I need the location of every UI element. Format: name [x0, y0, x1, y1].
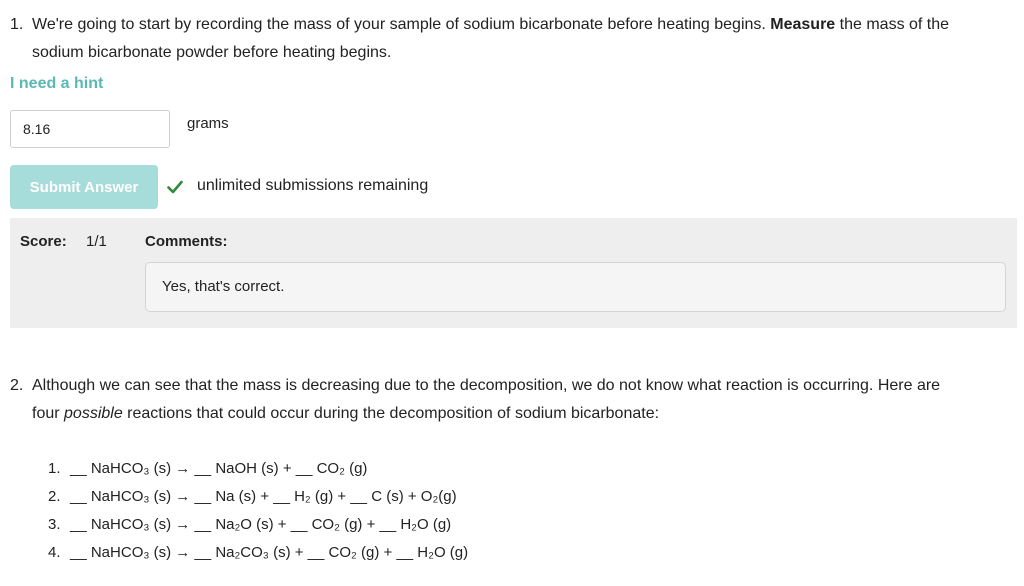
submissions-remaining: unlimited submissions remaining [197, 177, 429, 194]
score-label: Score: [20, 233, 67, 250]
reaction-equation: __ NaHCO₃ (s) → __ NaOH (s) + __ CO₂ (g) [70, 460, 368, 477]
reaction-equation: __ NaHCO₃ (s) → __ Na₂CO₃ (s) + __ CO₂ (g) + __ H₂O (g) [70, 544, 469, 561]
submit-answer-button[interactable]: Submit Answer [10, 165, 158, 209]
question-2-line-1: Although we can see that the mass is decreasing due to the decomposition, we do not know what reaction is occurring. Here are [32, 377, 941, 394]
reaction-number: 3. [48, 516, 61, 533]
reaction-row [48, 455, 468, 483]
reaction-equation: __ NaHCO₃ (s) → __ Na (s) + __ H₂ (g) + __ C (s) + O₂(g) [70, 488, 457, 505]
reaction-row [48, 511, 468, 539]
question-2-number: 2. [10, 377, 24, 394]
feedback-panel [10, 218, 1017, 328]
units-label: grams [187, 115, 229, 132]
question-2-text [10, 372, 1010, 428]
reaction-number: 4. [48, 544, 61, 561]
question-2-italic-word: possible [64, 405, 123, 422]
score-value: 1/1 [86, 233, 107, 250]
reaction-row [48, 483, 468, 511]
answer-input[interactable] [10, 110, 170, 148]
question-2-line-2-before: four [32, 405, 65, 422]
comment-text: Yes, that's correct. [145, 262, 1006, 312]
reaction-equation: __ NaHCO₃ (s) → __ Na₂O (s) + __ CO₂ (g) + __ H₂O (g) [70, 516, 452, 533]
question-1-text-after: the mass of the [835, 16, 950, 33]
comments-label: Comments: [145, 233, 228, 250]
reaction-number: 1. [48, 460, 61, 477]
hint-link[interactable]: I need a hint [10, 75, 104, 92]
question-2-line-2-after: reactions that could occur during the decomposition of sodium bicarbonate: [122, 405, 660, 422]
question-2-line-2 [10, 400, 1010, 428]
reaction-number: 2. [48, 488, 61, 505]
question-1-text [10, 11, 1010, 67]
question-1-number: 1. [10, 16, 24, 33]
check-icon [167, 180, 183, 194]
question-1-text-before: We're going to start by recording the mass of your sample of sodium bicarbonate before heating begins. [32, 16, 771, 33]
reaction-list [48, 455, 468, 567]
question-1-bold-word: Measure [770, 16, 836, 33]
reaction-row [48, 539, 468, 567]
question-1-line-2: sodium bicarbonate powder before heating begins. [32, 44, 392, 61]
